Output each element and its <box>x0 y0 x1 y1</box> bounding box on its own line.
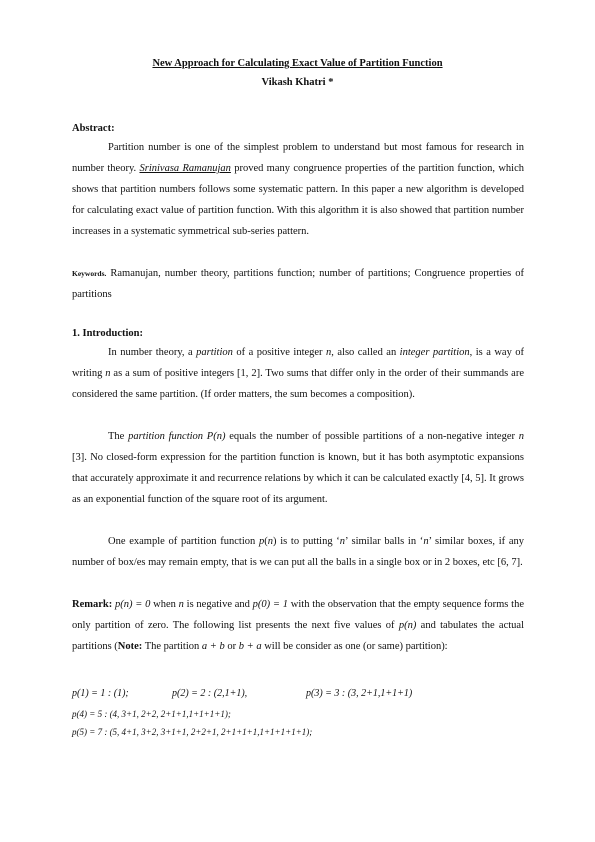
section-heading-introduction: 1. Introduction: <box>72 328 143 339</box>
remark-paragraph: Remark: p(n) = 0 when n is negative and p(0) = 1 with the observation that the empty sequence forms the only partition of zero. The following list presents the next five values of p(n) and tabulates the actual partitions (Note: The partition a + b or b + a will be consider as one (or same) partition): <box>72 599 524 652</box>
keywords-label: Keywords. <box>72 269 107 278</box>
intro-paragraph-2: The partition function P(n) equals the number of possible partitions of a non-negative integer n [3]. No closed-form expression for the partition function is known, but it has both asymptotic expansions that accurately approximate it and recurrence relations by which it can be calculated exactly [4, 5]. It grows as an exponential function of the square root of its argument. <box>72 431 524 505</box>
remark-label: Remark: <box>72 599 113 610</box>
equation-p4: p(4) = 5 : (4, 3+1, 2+2, 2+1+1,1+1+1+1); <box>72 709 231 719</box>
equation-p2: p(2) = 2 : (2,1+1), <box>172 688 248 699</box>
remark-math-p-n-zero: p(n) = 0 <box>115 599 151 610</box>
equation-p5: p(5) = 7 : (5, 4+1, 3+2, 3+1+1, 2+2+1, 2+1+1+1,1+1+1+1+1); <box>72 727 313 737</box>
remark-math-p-zero-one: p(0) = 1 <box>252 599 289 610</box>
keywords <box>72 263 524 305</box>
intro-paragraph-1: In number theory, a partition of a positive integer n, also called an integer partition, is a way of writing n as a sum of positive integers [1, 2]. Two sums that differ only in the order of their summands are considered the same partition. (If order matters, the sum becomes a composition). <box>72 347 525 400</box>
equation-row-1 <box>72 683 524 704</box>
ramanujan-name: Srinivasa Ramanujan <box>139 163 231 174</box>
equation-p3: p(3) = 3 : (3, 2+1,1+1+1) <box>306 688 413 699</box>
abstract-heading: Abstract: <box>72 123 115 134</box>
paper-author: Vikash Khatri * <box>261 77 334 88</box>
equation-row-3 <box>72 722 524 743</box>
paper-title: New Approach for Calculating Exact Value of Partition Function <box>152 58 443 69</box>
intro-paragraph-3: One example of partition function p(n) is to putting ‘n’ similar balls in ‘n’ similar boxes, if any number of box/es may remain empty, that is we can put all the balls in a single box or in 2 boxes, etc [6, 7]. <box>72 536 525 568</box>
abstract-paragraph: Partition number is one of the simplest problem to understand but most famous for research in number theory. Srinivasa Ramanujan proved many congruence properties of the partition function, which shows that partition numbers follows some systematic pattern. In this paper a new algorithm is developed for calculating exact value of partition function. With this algorithm it is also showed that partition number increases in a systematic symmetrical sub-series pattern. <box>72 142 524 237</box>
keywords-text: Ramanujan, number theory, partitions function; number of partitions; Congruence properties of partitions <box>72 268 524 300</box>
equation-p1: p(1) = 1 : (1); <box>72 688 129 699</box>
